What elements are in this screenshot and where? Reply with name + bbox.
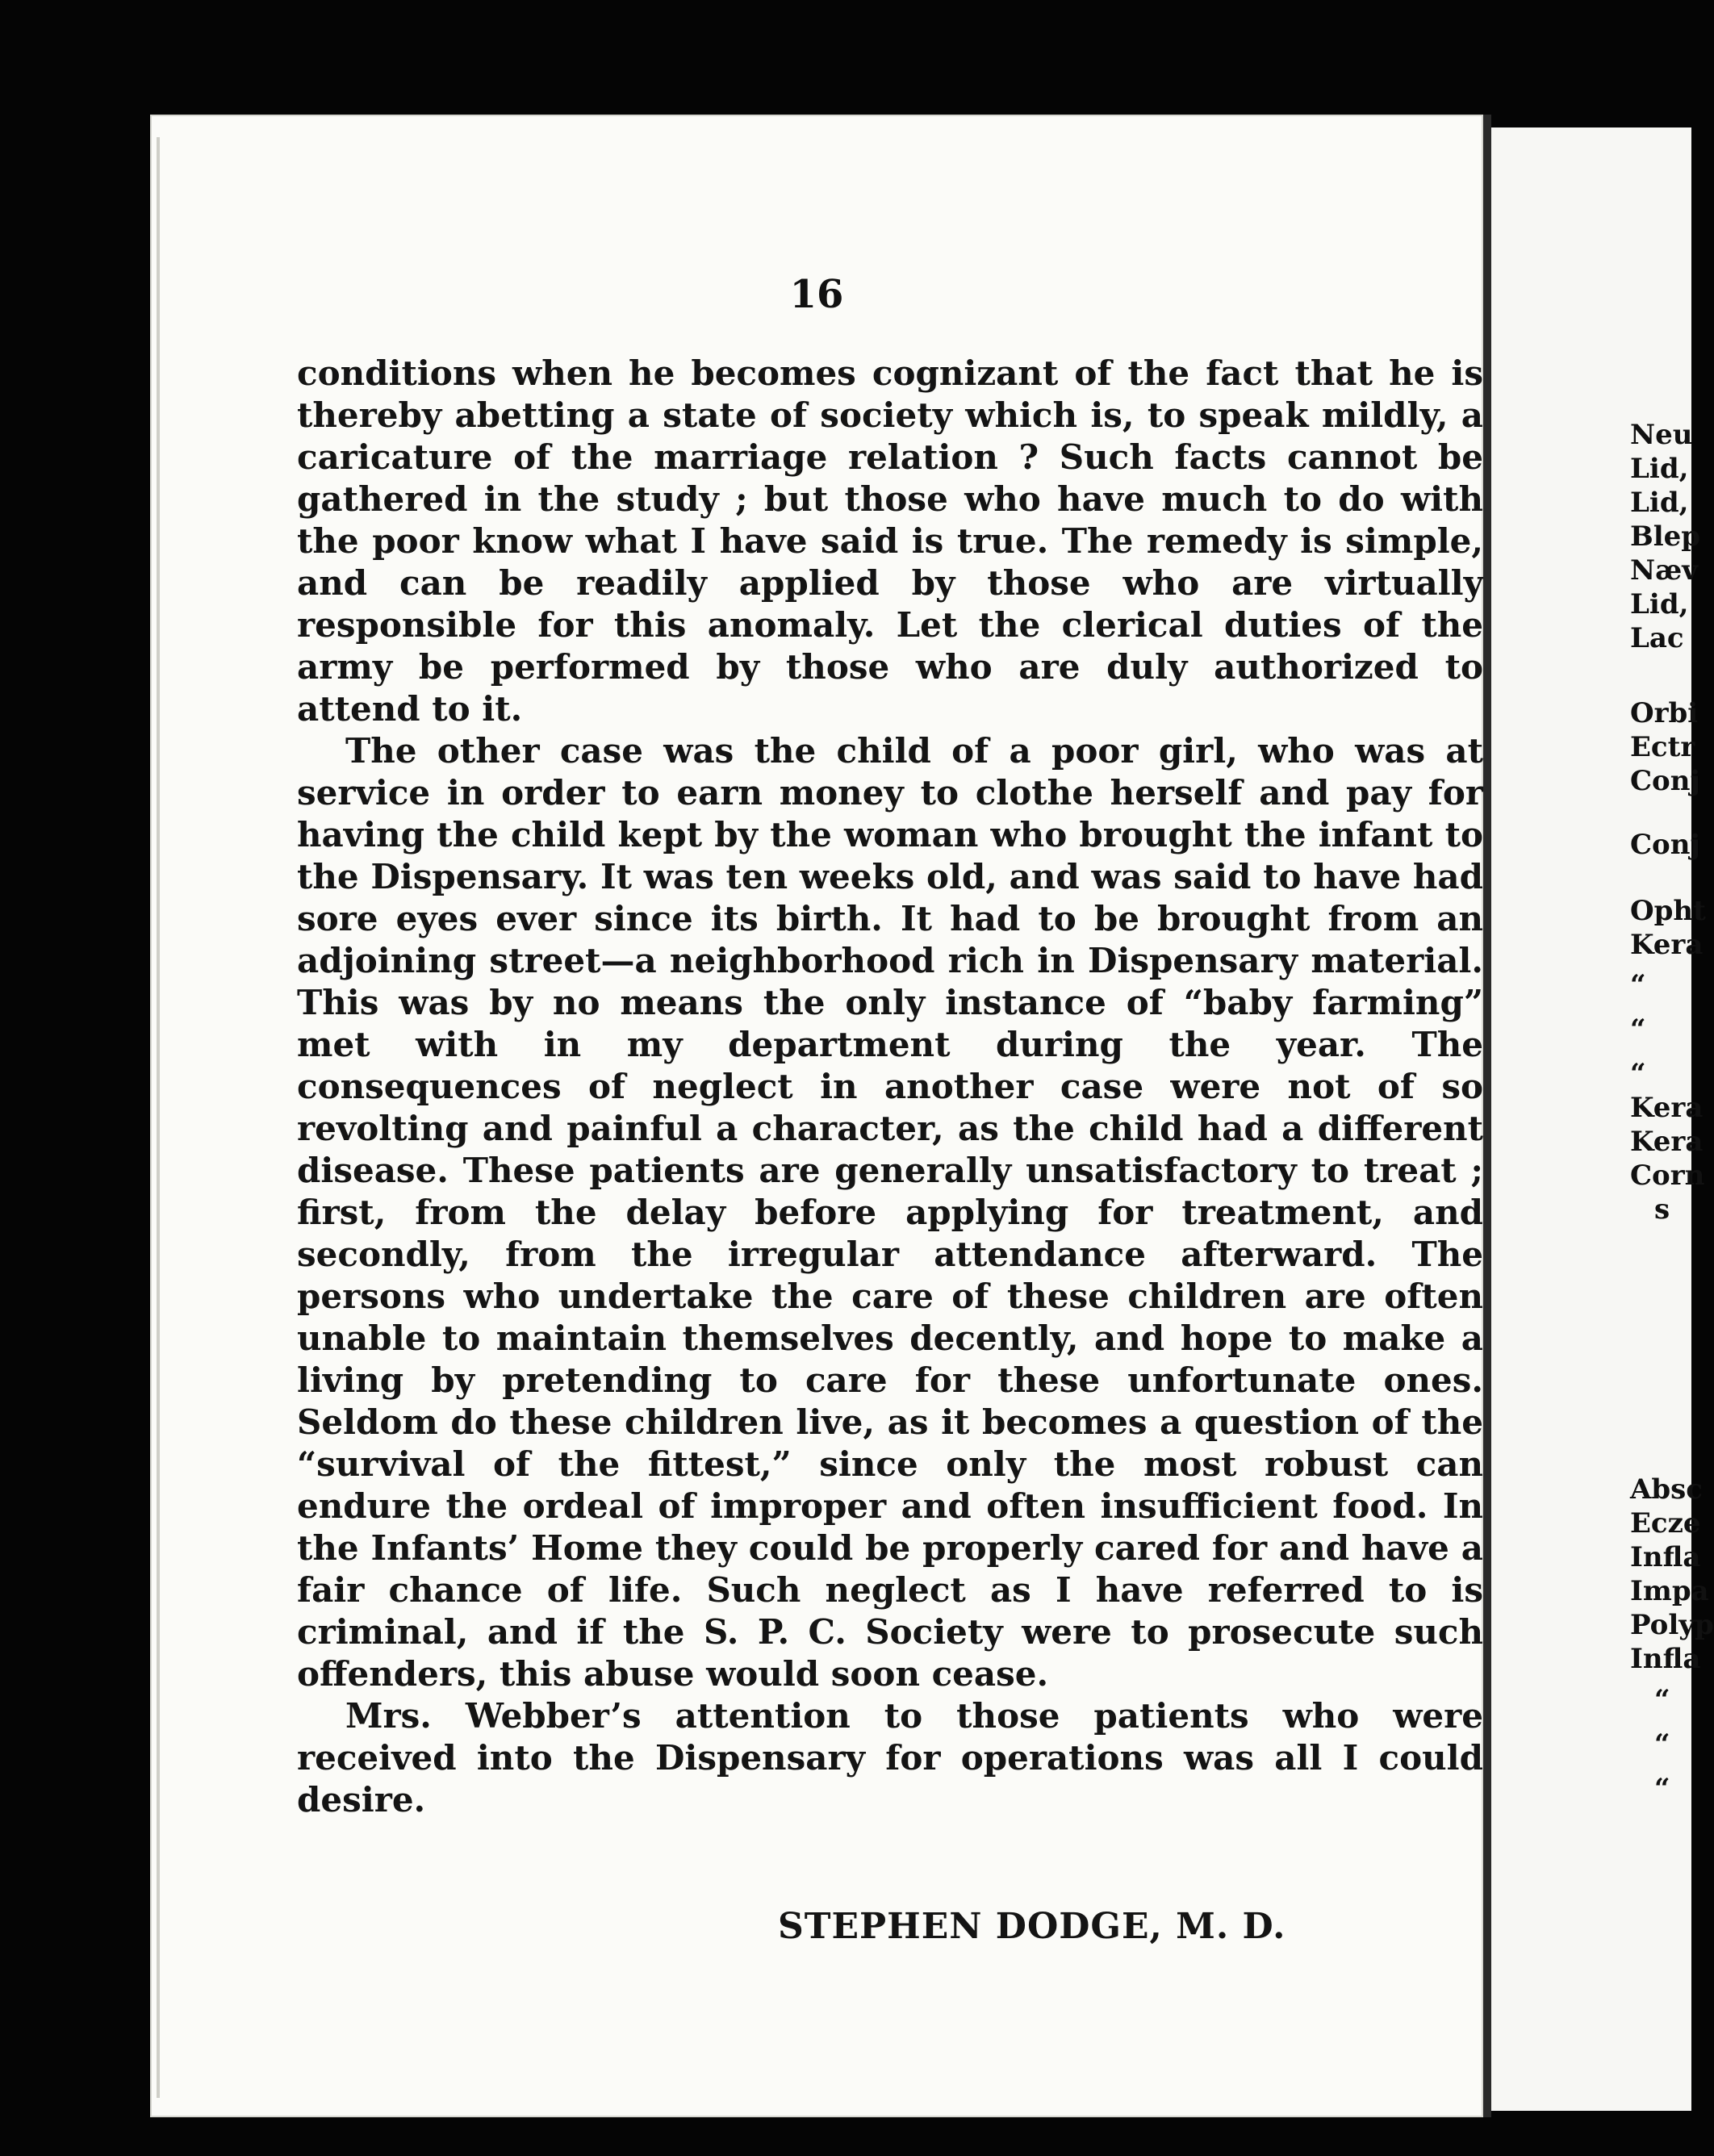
fragment-lid-2: Lid,: [1630, 487, 1689, 519]
book-page: [150, 115, 1483, 2117]
fragment-ditto-3: “: [1630, 1058, 1646, 1090]
fragment-infla-1: Infla: [1630, 1541, 1701, 1573]
page-body: [297, 353, 1483, 1821]
paragraph-3: Mrs. Webber’s attention to those patients who were received into the Dispensary for operations was all I could desire.: [297, 1696, 1483, 1820]
fragment-ditto-2: “: [1630, 1013, 1646, 1046]
fragment-lac: Lac: [1630, 622, 1684, 654]
fragment-ecze: Ecze: [1630, 1507, 1701, 1540]
fragment-corn: Corn: [1630, 1159, 1705, 1192]
book-spine: [1483, 115, 1491, 2117]
fragment-conj-2: Conj: [1630, 829, 1700, 861]
fragment-kera-1: Kera: [1630, 929, 1704, 961]
fragment-infla-2: Infla: [1630, 1643, 1701, 1675]
fragment-conj-1: Conj: [1630, 765, 1700, 797]
fragment-naev: Næv: [1630, 554, 1698, 587]
fragment-kera-3: Kera: [1630, 1126, 1704, 1158]
fragment-orbi: Orbi: [1630, 697, 1699, 729]
signature: STEPHEN DODGE, M. D.: [778, 1906, 1286, 1947]
paragraph-1: conditions when he becomes cognizant of the fact that he is thereby abetting a state of society which is, to speak mildly, a caricature of the marriage relation ? Such facts cannot be gathered in the study ; but those who have much to do with the poor know what I have said is true. The remedy is simple, and can be readily applied by those who are virtually responsible for this anomaly. Let the clerical duties of the army be performed by those who are duly authorized to attend to it.: [297, 353, 1483, 729]
fragment-ditto-5: “: [1654, 1728, 1670, 1761]
fragment-lid-3: Lid,: [1630, 588, 1689, 620]
fragment-polyp: Polyp: [1630, 1609, 1714, 1641]
paragraph-2: The other case was the child of a poor girl, who was at service in order to earn money to clothe herself and pay for having the child kept by the woman who brought the infant to the Dispensary. It was ten weeks old, and was said to have had sore eyes ever since its birth. It had to be brought from an adjoining street—a neighborhood rich in Dispensary material. This was by no means the only instance of “baby farming” met with in my department during the year. The consequences of neglect in another case were not of so revolting and painful a character, as the child had a different disease. These patients are generally unsatisfactory to treat ; first, from the delay before applying for treatment, and secondly, from the irregular attendance afterward. The persons who undertake the care of these children are often unable to maintain themselves decently, and hope to make a living by pretending to care for these unfortunate ones. Seldom do these children live, as it becomes a question of the “survival of the fittest,” since only the most robust can endure the ordeal of improper and often insufficient food. In the Infants’ Home they could be properly cared for and have a fair chance of life. Such neglect as I have referred to is criminal, and if the S. P. C. Society were to prosecute such offenders, this abuse would soon cease.: [297, 731, 1483, 1694]
fragment-kera-2: Kera: [1630, 1092, 1704, 1124]
fragment-neu: Neu: [1630, 419, 1693, 451]
fragment-opht: Opht: [1630, 895, 1706, 927]
fragment-ditto-6: “: [1654, 1773, 1670, 1805]
fragment-lid-1: Lid,: [1630, 453, 1689, 485]
fragment-impa: Impa: [1630, 1575, 1709, 1607]
fragment-blep: Blep: [1630, 520, 1701, 553]
fragment-ditto-1: “: [1630, 969, 1646, 1001]
adjacent-page-fragments: [1511, 169, 1714, 1945]
fragment-s: s: [1654, 1193, 1670, 1226]
page-number: 16: [789, 272, 844, 317]
fragment-absc: Absc: [1630, 1473, 1703, 1506]
fragment-ditto-4: “: [1654, 1684, 1670, 1716]
fragment-ectr: Ectr: [1630, 731, 1695, 763]
